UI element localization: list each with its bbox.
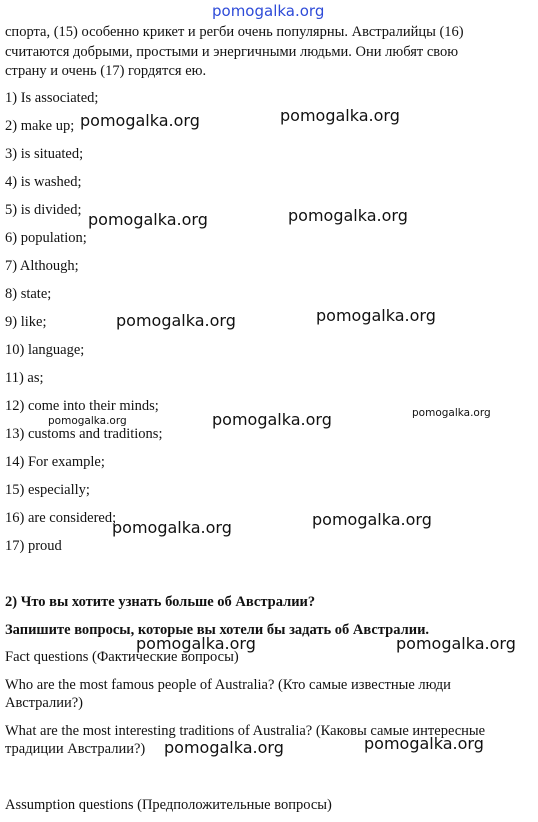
- question-item: What are the most interesting traditions of Australia? (Каковы самые интересные традиции Австралии?): [5, 723, 486, 757]
- fact-questions-label: Fact questions (Фактические вопросы): [5, 649, 239, 665]
- answer-item: 15) especially;: [5, 482, 90, 498]
- answer-item: 14) For example;: [5, 454, 105, 470]
- intro-line: страну и очень (17) гордятся ею.: [5, 63, 207, 79]
- intro-line: спорта, (15) особенно крикет и регби очень популярны. Австралийцы (16): [5, 24, 464, 40]
- section-instruction: Запишите вопросы, которые вы хотели бы задать об Австралии.: [5, 622, 430, 638]
- watermark: pomogalka.org: [80, 111, 200, 130]
- answer-item: 9) like;: [5, 314, 47, 330]
- answer-item: 11) as;: [5, 370, 44, 386]
- answer-item: 16) are considered;: [5, 510, 117, 526]
- answer-item: 4) is washed;: [5, 174, 82, 190]
- watermark: pomogalka.org: [288, 206, 408, 225]
- watermark: pomogalka.org: [412, 407, 491, 419]
- watermark: pomogalka.org: [280, 106, 400, 125]
- watermark: pomogalka.org: [164, 738, 284, 757]
- answer-item: 6) population;: [5, 230, 87, 246]
- watermark: pomogalka.org: [364, 734, 484, 753]
- watermark: pomogalka.org: [212, 2, 325, 20]
- watermark: pomogalka.org: [88, 210, 208, 229]
- answer-item: 10) language;: [5, 342, 85, 358]
- answer-item: 7) Although;: [5, 258, 79, 274]
- answer-item: 12) come into their minds;: [5, 398, 159, 414]
- watermark: pomogalka.org: [112, 518, 232, 537]
- answer-item: 8) state;: [5, 286, 52, 302]
- answer-item: 17) proud: [5, 538, 62, 554]
- watermark: pomogalka.org: [136, 634, 256, 653]
- intro-line: считаются добрыми, простыми и энергичными людьми. Они любят свою: [5, 44, 459, 60]
- question-item: Who are the most famous people of Australia? (Кто самые известные люди Австралии?): [5, 677, 451, 711]
- watermark: pomogalka.org: [48, 415, 127, 427]
- watermark: pomogalka.org: [396, 634, 516, 653]
- answer-item: 2) make up;: [5, 118, 75, 134]
- watermark: pomogalka.org: [116, 311, 236, 330]
- watermark: pomogalka.org: [316, 306, 436, 325]
- answer-item: 3) is situated;: [5, 146, 84, 162]
- answer-item: 5) is divided;: [5, 202, 82, 218]
- answer-item: 1) Is associated;: [5, 90, 99, 106]
- watermark: pomogalka.org: [212, 410, 332, 429]
- assumption-questions-label: Assumption questions (Предположительные вопросы): [5, 797, 332, 813]
- answer-item: 13) customs and traditions;: [5, 426, 163, 442]
- section-heading: 2) Что вы хотите узнать больше об Австралии?: [5, 594, 316, 610]
- watermark: pomogalka.org: [312, 510, 432, 529]
